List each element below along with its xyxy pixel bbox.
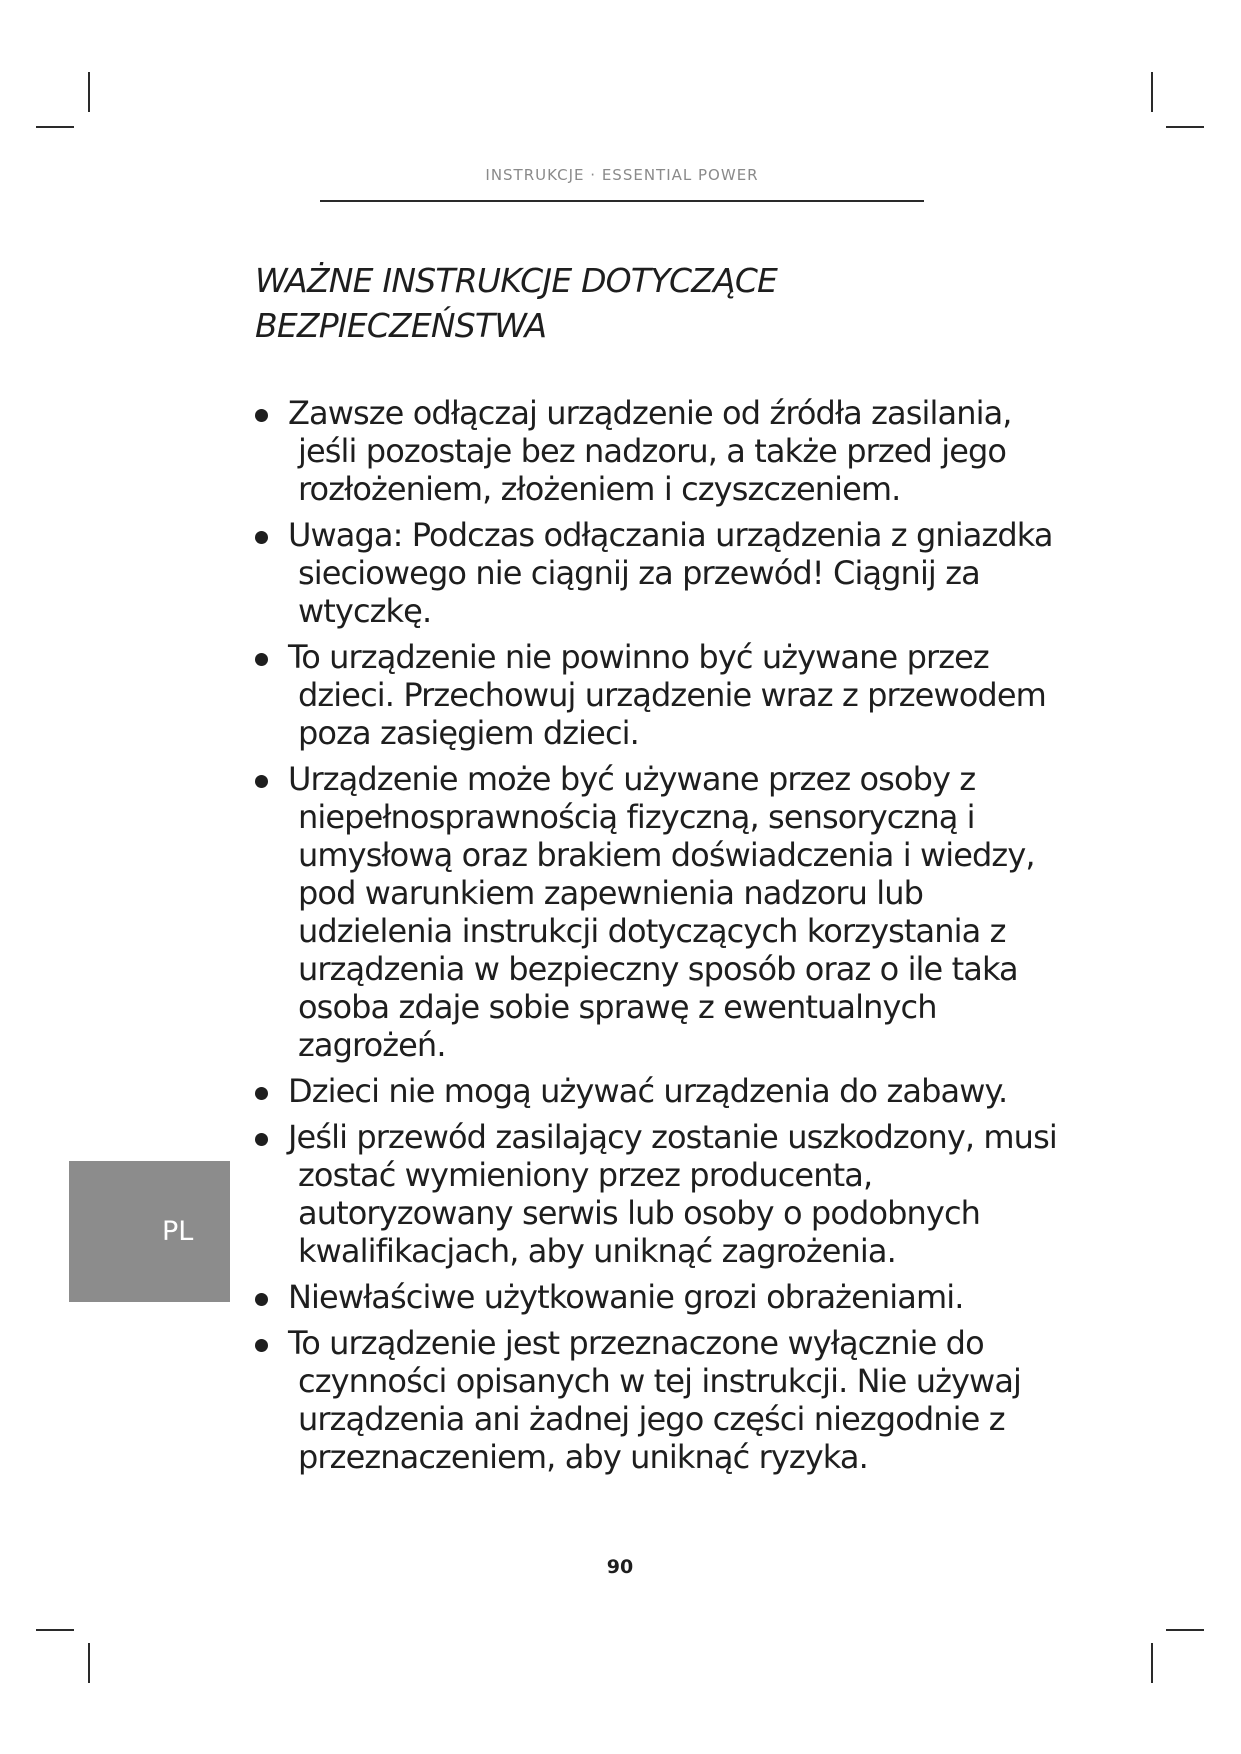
list-item-text: Jeśli przewód zasilający zostanie uszkodzony, musi zostać wymieniony przez producenta, autoryzowany serwis lub osoby o podobnych kwalifikacjach, aby uniknąć zagrożenia. <box>288 1118 1057 1270</box>
bullet-icon <box>255 775 268 788</box>
bullet-icon <box>255 1339 268 1352</box>
list-item <box>252 394 1072 508</box>
bullet-icon <box>255 1133 268 1146</box>
bullet-icon <box>255 1293 268 1306</box>
list-item <box>252 638 1072 752</box>
list-item-text: Niewłaściwe użytkowanie grozi obrażeniami. <box>288 1278 964 1316</box>
list-item-text: To urządzenie nie powinno być używane przez dzieci. Przechowuj urządzenie wraz z przewodem poza zasięgiem dzieci. <box>288 638 1046 752</box>
list-item <box>252 1278 1072 1316</box>
list-item-text: Urządzenie może być używane przez osoby z niepełnosprawnością fizyczną, sensoryczną i umysłową oraz brakiem doświadczenia i wiedzy, pod warunkiem zapewnienia nadzoru lub udzielenia instrukcji dotyczących korzystania z urządzenia w bezpieczny sposób oraz o ile taka osoba zdaje sobie sprawę z ewentualnych zagrożeń. <box>288 760 1035 1064</box>
section-title-line-1: WAŻNE INSTRUKCJE DOTYCZĄCE <box>255 261 778 300</box>
running-header: INSTRUKCJE · ESSENTIAL POWER <box>485 166 759 184</box>
bullet-icon <box>255 409 268 422</box>
header-rule <box>320 200 924 202</box>
list-item-text: To urządzenie jest przeznaczone wyłącznie do czynności opisanych w tej instrukcji. Nie używaj urządzenia ani żadnej jego części niezgodnie z przeznaczeniem, aby uniknąć ryzyka. <box>288 1324 1022 1476</box>
list-item-text: Zawsze odłączaj urządzenie od źródła zasilania, jeśli pozostaje bez nadzoru, a także przed jego rozłożeniem, złożeniem i czyszczeniem. <box>288 394 1012 508</box>
crop-mark-bottom-right-horizontal <box>1166 1629 1204 1631</box>
list-item <box>252 1118 1072 1270</box>
list-item-text: Uwaga: Podczas odłączania urządzenia z gniazdka sieciowego nie ciągnij za przewód! Ciągnij za wtyczkę. <box>288 516 1053 630</box>
list-item <box>252 760 1072 1064</box>
crop-mark-top-left-horizontal <box>36 126 74 128</box>
list-item <box>252 1324 1072 1476</box>
crop-mark-bottom-right-vertical <box>1151 1643 1153 1683</box>
bullet-icon <box>255 653 268 666</box>
list-item <box>252 1072 1072 1110</box>
crop-mark-bottom-left-vertical <box>88 1643 90 1683</box>
crop-mark-top-left-vertical <box>88 72 90 112</box>
safety-instructions-list <box>252 394 1072 1484</box>
section-title-line-2: BEZPIECZEŃSTWA <box>255 306 547 345</box>
page-number: 90 <box>606 1556 634 1578</box>
crop-mark-top-right-vertical <box>1151 72 1153 112</box>
bullet-icon <box>255 531 268 544</box>
bullet-icon <box>255 1087 268 1100</box>
language-tab <box>69 1161 230 1302</box>
list-item <box>252 516 1072 630</box>
list-item-text: Dzieci nie mogą używać urządzenia do zabawy. <box>288 1072 1008 1110</box>
section-title <box>255 258 1055 348</box>
crop-mark-top-right-horizontal <box>1166 126 1204 128</box>
language-tab-label: PL <box>162 1216 194 1247</box>
crop-mark-bottom-left-horizontal <box>36 1629 74 1631</box>
